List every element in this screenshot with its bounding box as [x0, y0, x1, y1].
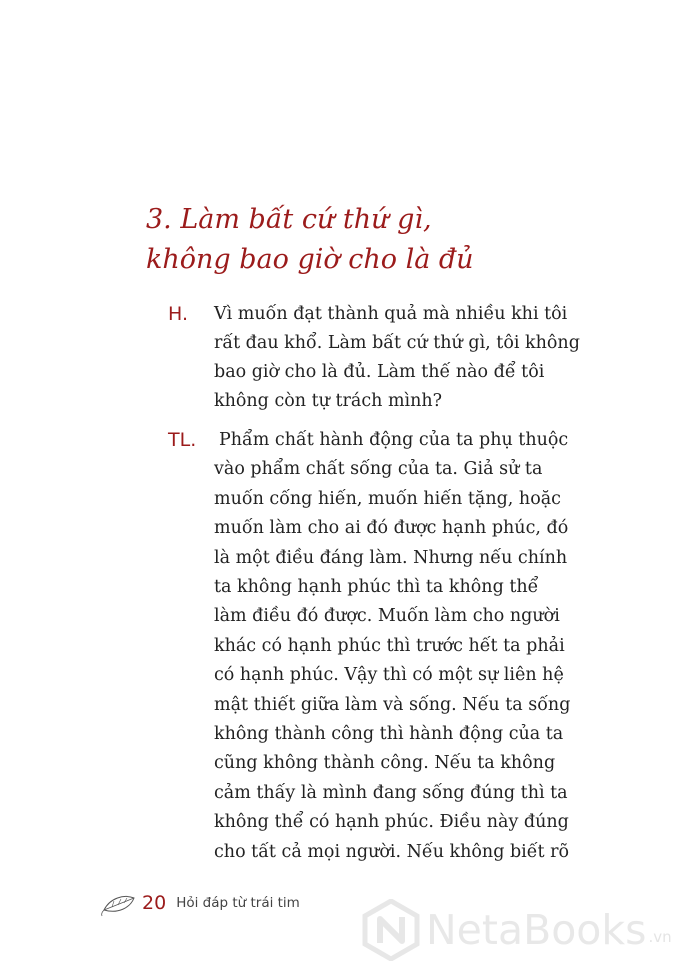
answer-line: Phẩm chất hành động của ta phụ thuộc: [219, 430, 569, 450]
leaf-icon: [100, 888, 140, 918]
answer-line: cảm thấy là mình đang sống đúng thì ta: [214, 782, 568, 803]
netabooks-logo-icon: [362, 899, 420, 961]
watermark: [362, 898, 672, 962]
answer-line: có hạnh phúc. Vậy thì có một sự liên hệ: [214, 665, 564, 686]
answer-line: vào phẩm chất sống của ta. Giả sử ta: [214, 459, 543, 480]
chapter-title-line-2: không bao giờ cho là đủ: [146, 244, 474, 275]
question-label: H.: [168, 303, 188, 325]
answer-line: muốn cống hiến, muốn hiến tặng, hoặc: [214, 488, 561, 509]
answer-line: khác có hạnh phúc thì trước hết ta phải: [214, 635, 565, 656]
chapter-title: [146, 200, 626, 280]
running-title: Hỏi đáp từ trái tim: [176, 895, 300, 911]
question-line: Vì muốn đạt thành quả mà nhiều khi tôi: [214, 304, 568, 324]
answer-label: TL.: [168, 429, 197, 451]
answer-line: là một điều đáng làm. Nhưng nếu chính: [214, 547, 568, 568]
chapter-title-line-1: 3. Làm bất cứ thứ gì,: [146, 204, 432, 235]
question-paragraph: [214, 300, 580, 416]
answer-line: làm điều đó được. Muốn làm cho người: [214, 606, 560, 627]
answer-line: không thể có hạnh phúc. Điều này đúng: [214, 812, 569, 833]
answer-line: muốn làm cho ai đó được hạnh phúc, đó: [214, 518, 569, 539]
question-line: rất đau khổ. Làm bất cứ thứ gì, tôi không: [214, 333, 580, 353]
answer-line: cũng không thành công. Nếu ta không: [214, 753, 556, 774]
page-number: 20: [142, 892, 167, 914]
answer-line: ta không hạnh phúc thì ta không thể: [214, 577, 539, 598]
question-line: không còn tự trách mình?: [214, 391, 443, 411]
watermark-text: NetaBooks: [426, 906, 647, 954]
question-line: bao giờ cho là đủ. Làm thế nào để tôi: [214, 362, 545, 382]
answer-line: cho tất cả mọi người. Nếu không biết rõ: [214, 841, 570, 862]
answer-paragraph: [214, 426, 574, 867]
page-footer: [100, 888, 300, 918]
watermark-suffix: .vn: [648, 928, 672, 946]
answer-line: mật thiết giữa làm và sống. Nếu ta sống: [214, 694, 571, 715]
answer-line: không thành công thì hành động của ta: [214, 724, 564, 745]
